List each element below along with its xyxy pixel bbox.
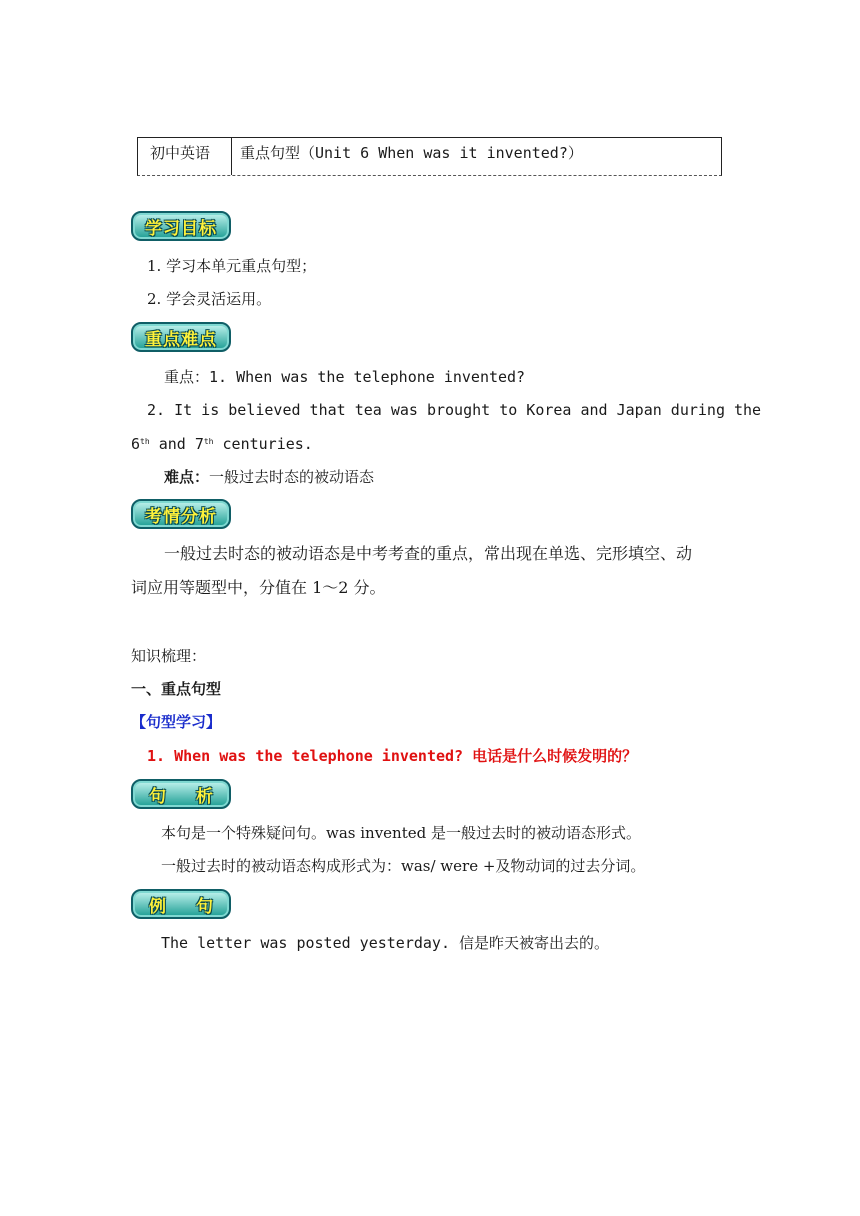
- section-heading: 一、重点句型: [131, 680, 222, 698]
- analysis-line-2: 一般过去时的被动语态构成形式为：was/ were +及物动词的过去分词。: [161, 857, 646, 875]
- difficulty-label: 难点：: [164, 468, 210, 486]
- focus-line-1: [164, 366, 525, 388]
- focus-label: 重点：: [164, 368, 210, 386]
- analysis-line-1: 本句是一个特殊疑问句。was invented 是一般过去时的被动语态形式。: [161, 824, 641, 842]
- example-line-1: The letter was posted yesterday. 信是昨天被寄出去的。: [161, 934, 610, 952]
- key-points-badge: 重点难点: [131, 322, 231, 352]
- exam-analysis-line-1: 一般过去时态的被动语态是中考考查的重点，常出现在单选、完形填空、动: [164, 544, 693, 563]
- difficulty-text: 一般过去时态的被动语态: [209, 468, 375, 486]
- difficulty-line: [164, 466, 374, 488]
- key-sentence-1: 1. When was the telephone invented? 电话是什么时候发明的？: [147, 747, 638, 765]
- knowledge-heading: 知识梳理：: [131, 647, 207, 665]
- subject-cell: 初中英语: [138, 138, 232, 175]
- focus-item-2-line-2: 6th and 7th centuries.: [131, 435, 313, 453]
- objective-item-2: 2. 学会灵活运用。: [147, 290, 272, 308]
- focus-item-1: 1. When was the telephone invented?: [209, 368, 526, 386]
- exam-analysis-badge: 考情分析: [131, 499, 231, 529]
- exam-analysis-line-2: 词应用等题型中，分值在 1～2 分。: [131, 578, 386, 597]
- objectives-badge: 学习目标: [131, 211, 231, 241]
- objective-item-1: 1. 学习本单元重点句型；: [147, 257, 317, 275]
- example-badge: 例 句: [131, 889, 231, 919]
- subsection-heading: 【句型学习】: [131, 713, 222, 731]
- sentence-analysis-badge: 句 析: [131, 779, 231, 809]
- focus-item-2-line-1: 2. It is believed that tea was brought to Korea and Japan during the: [147, 401, 762, 419]
- header-table: [137, 137, 722, 176]
- topic-cell: 重点句型（Unit 6 When was it invented?）: [240, 144, 583, 162]
